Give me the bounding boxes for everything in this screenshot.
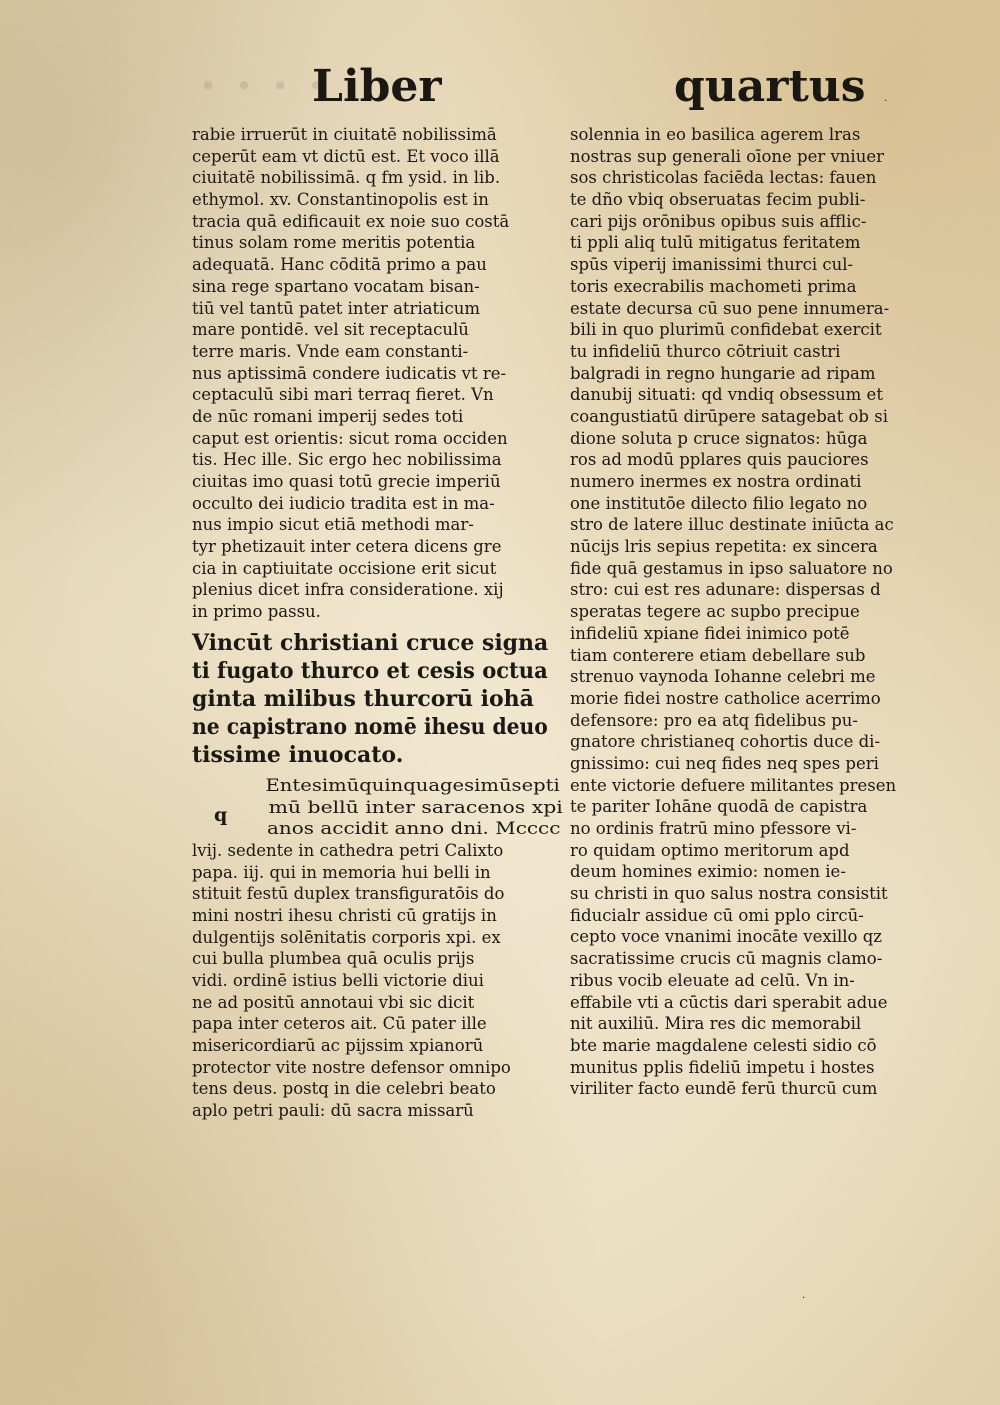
text-line: nostras sup generali oīone per vniuer: [570, 146, 884, 166]
text-line: protector vite nostre defensor omnipo: [192, 1057, 511, 1077]
left-column: [192, 124, 563, 1122]
heading-line: ti fugato thurco et cesis octua: [192, 657, 548, 684]
text-line: solennia in eo basilica agerem lras: [570, 125, 861, 144]
text-line: danubij situati: qd vndiq obsessum et: [570, 385, 883, 405]
right-column: [570, 124, 932, 1100]
text-line: cepto voce vnanimi inocāte vexillo qz: [570, 927, 882, 947]
text-line: sos christicolas faciēda lectas: fauen: [570, 168, 877, 188]
text-line: fide quā gestamus in ipso saluatore no: [570, 558, 893, 578]
text-line: dione soluta p cruce signatos: hūga: [570, 428, 868, 448]
text-line: stro: cui est res adunare: dispersas d: [570, 580, 881, 600]
text-line: su christi in quo salus nostra consistit: [570, 884, 888, 904]
text-line: ceptaculū sibi mari terraq fieret. Vn: [192, 385, 494, 405]
text-line: mū bellū inter saracenos xpi: [268, 797, 563, 817]
text-line: nūcijs lris sepius repetita: ex sincera: [570, 537, 878, 557]
running-header-left: Liber: [312, 61, 442, 112]
text-line: ceperūt eam vt dictū est. Et voco illā: [192, 146, 500, 166]
text-line: coangustiatū dirūpere satagebat ob si: [570, 406, 888, 426]
text-line: toris execrabilis machometi prima: [570, 276, 857, 296]
text-line: dulgentijs solēnitatis corporis xpi. ex: [192, 927, 501, 947]
text-line: tu infideliū thurco cōtriuit castri: [570, 341, 841, 361]
stray-mark: ·: [802, 1293, 806, 1304]
running-header-right: quartus: [674, 61, 866, 112]
text-line: ro quidam optimo meritorum apd: [570, 840, 850, 860]
text-line: strenuo vaynoda Iohanne celebri me: [570, 667, 876, 687]
left-text-block: [192, 124, 548, 623]
text-line: speratas tegere ac supbo precipue: [570, 602, 860, 622]
text-line: tiū vel tantū patet inter atriaticum: [192, 298, 480, 318]
text-line: Entesimūquinquagesimūsepti: [265, 775, 560, 795]
text-line: tracia quā edificauit ex noie suo costā: [192, 211, 510, 231]
section-heading: [192, 629, 548, 769]
bleed-through-text: · · · ·: [200, 58, 327, 112]
text-line: bte marie magdalene celesti sidio cō: [570, 1035, 877, 1055]
text-line: ribus vocib eleuate ad celū. Vn in-: [570, 970, 855, 990]
text-line: defensore: pro ea atq fidelibus pu-: [570, 710, 858, 730]
text-line: spūs viperij imanissimi thurci cul-: [570, 255, 854, 275]
text-line: tiam conterere etiam debellare sub: [570, 645, 866, 665]
left-text-block-continued: [192, 775, 563, 1122]
text-line: no ordinis fratrū mino pfessore vi-: [570, 819, 857, 838]
text-line: ros ad modū pplares quis pauciores: [570, 450, 869, 470]
text-line: in primo passu.: [192, 602, 321, 622]
text-line: cari pijs orōnibus opibus suis afflic-: [570, 211, 867, 231]
text-line: caput est orientis: sicut roma occiden: [192, 428, 508, 448]
text-line: vidi. ordinē istius belli victorie diui: [192, 971, 484, 990]
text-line: stituit festū duplex transfiguratōis do: [192, 884, 505, 904]
text-line: tens deus. postq in die celebri beato: [192, 1079, 496, 1099]
text-line: aplo petri pauli: dū sacra missarū: [192, 1101, 474, 1121]
text-line: anos accidit anno dni. Mcccc: [267, 819, 561, 839]
heading-line: Vincūt christiani cruce signa: [192, 629, 549, 656]
text-line: tinus solam rome meritis potentia: [192, 233, 476, 253]
text-line: ne ad positū annotaui vbi sic dicit: [192, 992, 475, 1012]
text-line: nus impio sicut etiā methodi mar-: [192, 515, 474, 535]
text-line: viriliter facto eundē ferū thurcū cum: [570, 1079, 878, 1099]
text-line: estate decursa cū suo pene innumera-: [570, 298, 890, 318]
text-line: sina rege spartano vocatam bisan-: [192, 276, 480, 296]
text-line: gnissimo: cui neq fides neq spes peri: [570, 753, 879, 773]
stray-mark: ·: [884, 96, 888, 107]
text-line: sacratissime crucis cū magnis clamo-: [570, 949, 883, 969]
text-line: rabie irruerūt in ciuitatē nobilissimā: [192, 125, 497, 144]
text-line: morie fidei nostre catholice acerrimo: [570, 688, 881, 708]
text-line: balgradi in regno hungarie ad ripam: [570, 363, 876, 383]
heading-line: tissime inuocato.: [192, 741, 404, 768]
text-line: cui bulla plumbea quā oculis prijs: [192, 949, 475, 969]
text-line: gnatore christianeq cohortis duce di-: [570, 732, 881, 752]
text-line: occulto dei iudicio tradita est in ma-: [192, 493, 495, 513]
text-line: ciuitatē nobilissimā. q fm ysid. in lib.: [192, 168, 501, 188]
text-line: infideliū xpiane fidei inimico potē: [570, 623, 850, 643]
text-line: te pariter Iohāne quodā de capistra: [570, 797, 868, 817]
text-line: effabile vti a cūctis dari sperabit adue: [570, 992, 888, 1012]
text-line: ethymol. xv. Constantinopolis est in: [192, 190, 489, 210]
text-line: tis. Hec ille. Sic ergo hec nobilissima: [192, 450, 502, 470]
text-line: plenius dicet infra consideratione. xij: [192, 580, 504, 600]
text-line: numero inermes ex nostra ordinati: [570, 472, 862, 491]
text-line: one institutōe dilecto filio legato no: [570, 493, 868, 513]
text-line: te dño vbiq obseruatas fecim publi-: [570, 190, 866, 210]
text-line: de nūc romani imperij sedes toti: [192, 406, 464, 426]
text-line: ti ppli aliq tulū mitigatus feritatem: [570, 233, 861, 253]
text-line: fiducialr assidue cū omi pplo circū-: [570, 905, 864, 925]
text-line: mini nostri ihesu christi cū gratijs in: [192, 905, 497, 925]
text-line: adequatā. Hanc cōditā primo a pau: [192, 255, 487, 275]
text-line: lvij. sedente in cathedra petri Calixto: [192, 840, 504, 860]
text-line: stro de latere illuc destinate iniūcta ac: [570, 515, 894, 535]
text-line: munitus pplis fideliū impetu i hostes: [570, 1057, 875, 1077]
text-line: cia in captiuitate occisione erit sicut: [192, 558, 497, 578]
text-line: misericordiarū ac pijssim xpianorū: [192, 1036, 484, 1056]
text-line: nus aptissimā condere iudicatis vt re-: [192, 363, 507, 383]
drop-cap-initial: q: [214, 803, 228, 826]
text-line: mare pontidē. vel sit receptaculū: [192, 320, 469, 340]
text-line: nit auxiliū. Mira res dic memorabil: [570, 1014, 862, 1034]
text-line: deum homines eximio: nomen ie-: [570, 862, 846, 882]
right-text-block: [570, 124, 932, 1100]
heading-line: ginta milibus thurcorū iohā: [192, 685, 534, 712]
text-line: ciuitas imo quasi totū grecie imperiū: [192, 472, 501, 491]
text-line: papa. iij. qui in memoria hui belli in: [192, 862, 491, 882]
text-line: terre maris. Vnde eam constanti-: [192, 341, 469, 361]
text-line: papa inter ceteros ait. Cū pater ille: [192, 1014, 487, 1034]
text-line: bili in quo plurimū confidebat exercit: [570, 320, 882, 340]
heading-line: ne capistrano nomē ihesu deuo: [192, 713, 548, 740]
text-line: ente victorie defuere militantes presen: [570, 775, 897, 795]
text-line: tyr phetizauit inter cetera dicens gre: [192, 537, 502, 557]
